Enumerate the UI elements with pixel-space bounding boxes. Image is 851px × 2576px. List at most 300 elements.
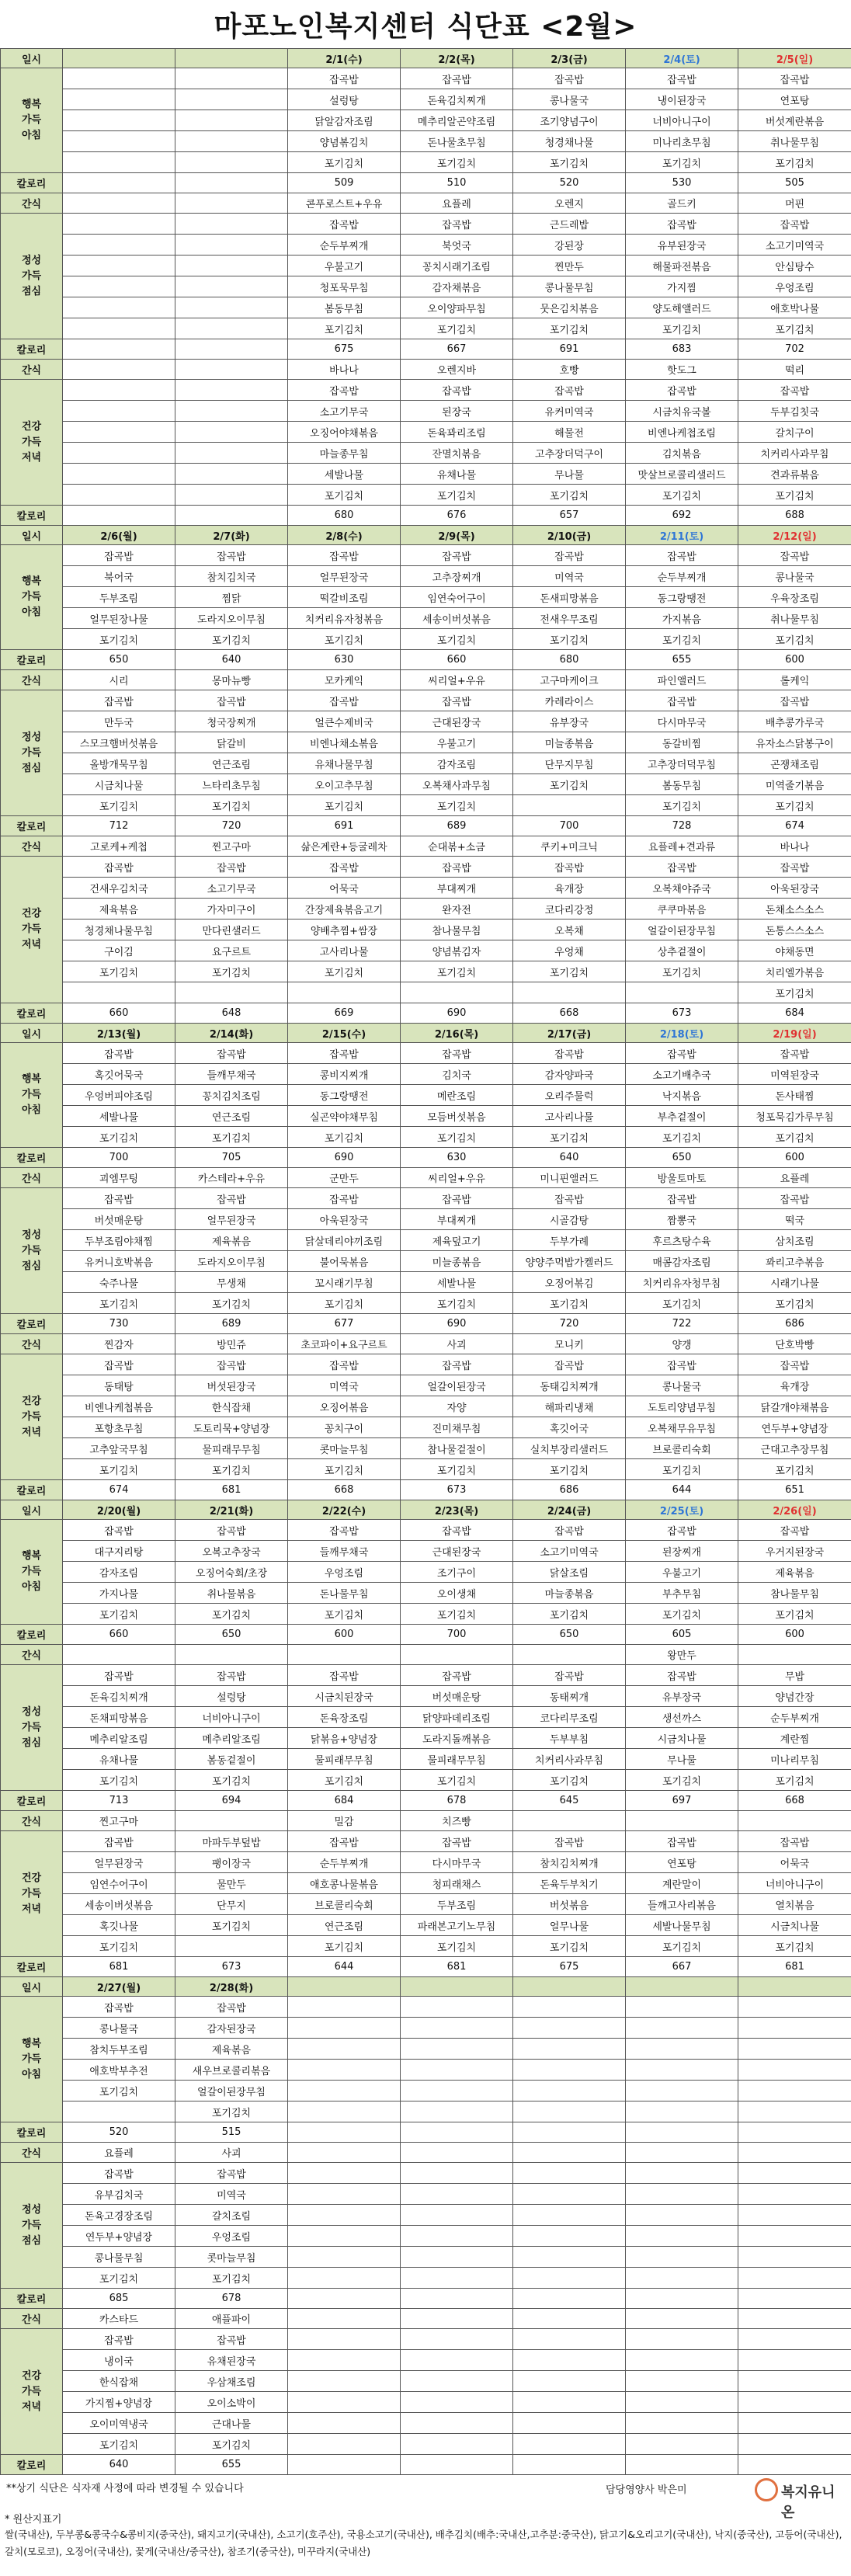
- menu-item: 꽈리고추볶음: [738, 1251, 851, 1272]
- breakfast-row: [1, 110, 851, 131]
- menu-item: 잡곡밥: [626, 214, 738, 235]
- menu-item: 포기김치: [738, 1770, 851, 1791]
- calorie-label: 칼로리: [1, 816, 63, 836]
- menu-item: 잡곡밥: [513, 1354, 626, 1375]
- calorie-label: 칼로리: [1, 1791, 63, 1811]
- calorie-cell: 505: [738, 173, 851, 193]
- breakfast-label: [1, 545, 63, 650]
- lunch-row: [1, 235, 851, 256]
- snack-cell: 애플파이: [175, 2309, 288, 2329]
- calorie-cell: 692: [626, 506, 738, 526]
- menu-item: 포기김치: [513, 1459, 626, 1480]
- menu-item: 잡곡밥: [288, 1354, 401, 1375]
- snack-cell: [513, 1811, 626, 1831]
- snack-cell: [175, 193, 288, 214]
- menu-item: 찐만두: [513, 256, 626, 276]
- calorie-cell: 600: [288, 1625, 401, 1645]
- menu-item: 잡곡밥: [401, 380, 513, 401]
- menu-item: 얼무된장국: [288, 566, 401, 587]
- menu-item: [513, 2350, 626, 2371]
- breakfast-label-line: 가득: [1, 2052, 62, 2067]
- menu-item: 연두부+양념장: [63, 2226, 175, 2247]
- menu-item: 떡갈비조림: [288, 587, 401, 608]
- origin-title: * 원산지표기: [5, 2511, 61, 2526]
- menu-item: 느타리초무침: [175, 774, 288, 795]
- logo-mark-icon: [755, 2478, 778, 2501]
- calorie-row: [1, 339, 851, 360]
- dinner-label-line: 저녁: [1, 2400, 62, 2415]
- menu-item: 갈치조림: [175, 2205, 288, 2226]
- lunch-row: [1, 2226, 851, 2247]
- menu-item: 포기김치: [175, 1293, 288, 1314]
- menu-item: 치커리사과무침: [738, 443, 851, 464]
- menu-item: 버섯매운탕: [63, 1209, 175, 1230]
- menu-item: 순두부찌개: [626, 566, 738, 587]
- menu-item: 포기김치: [63, 2268, 175, 2289]
- menu-item: [738, 2413, 851, 2434]
- menu-item: [513, 2163, 626, 2184]
- breakfast-row: [1, 89, 851, 110]
- menu-item: 포기김치: [513, 961, 626, 982]
- menu-item: 올방개묵무침: [63, 753, 175, 774]
- menu-item: 잡곡밥: [738, 1188, 851, 1209]
- snack-label: 간식: [1, 1168, 63, 1188]
- menu-item: 육개장: [738, 1375, 851, 1396]
- menu-item: 무생채: [175, 1272, 288, 1293]
- snack-cell: [288, 1645, 401, 1665]
- lunch-row: [1, 1770, 851, 1791]
- lunch-row: [1, 774, 851, 795]
- dinner-label: [1, 1831, 63, 1957]
- breakfast-row: [1, 131, 851, 152]
- menu-item: 포기김치: [401, 795, 513, 816]
- menu-item: 꽁치구이: [288, 1417, 401, 1438]
- snack-cell: [63, 360, 175, 380]
- menu-item: 콩나물국: [738, 566, 851, 587]
- breakfast-row: [1, 152, 851, 173]
- menu-table-wrap: [0, 48, 851, 2475]
- menu-item: [626, 2434, 738, 2455]
- menu-item: [738, 2060, 851, 2081]
- menu-item: 돈채피망볶음: [63, 1707, 175, 1728]
- calorie-cell: 673: [626, 1003, 738, 1024]
- calorie-cell: [63, 506, 175, 526]
- calorie-cell: 722: [626, 1314, 738, 1334]
- menu-item: 애호박나물: [738, 297, 851, 318]
- lunch-label-line: 점심: [1, 1259, 62, 1274]
- menu-item: 두부부침: [513, 1728, 626, 1749]
- breakfast-label-line: 행복: [1, 1072, 62, 1087]
- snack-cell: [738, 2143, 851, 2163]
- menu-item: [513, 2060, 626, 2081]
- dinner-row: [1, 422, 851, 443]
- breakfast-row: [1, 545, 851, 566]
- dinner-label-line: 건강: [1, 2369, 62, 2384]
- snack-row: [1, 193, 851, 214]
- menu-item: [401, 2205, 513, 2226]
- calorie-cell: 630: [288, 650, 401, 670]
- menu-item: [738, 2081, 851, 2101]
- snack-cell: 오렌지: [513, 193, 626, 214]
- snack-cell: [626, 2143, 738, 2163]
- menu-item: 순두부찌개: [288, 1852, 401, 1873]
- date-cell: [626, 1977, 738, 1997]
- menu-item: 소고기배추국: [626, 1064, 738, 1085]
- menu-item: 돈채소스소스: [738, 899, 851, 920]
- menu-item: 잡곡밥: [626, 1354, 738, 1375]
- menu-item: 미늘종볶음: [401, 1251, 513, 1272]
- menu-item: 청포묵김가루무침: [738, 1106, 851, 1127]
- menu-item: 시금치나물: [738, 1915, 851, 1936]
- menu-item: 오이양파무침: [401, 297, 513, 318]
- menu-item: 소고기무국: [175, 878, 288, 899]
- calorie-label: 칼로리: [1, 339, 63, 360]
- menu-item: 버섯계란볶음: [738, 110, 851, 131]
- menu-item: 동그랑땡전: [626, 587, 738, 608]
- menu-item: 우엉조림: [738, 276, 851, 297]
- calorie-cell: [738, 2455, 851, 2475]
- menu-item: 부추무침: [626, 1583, 738, 1604]
- menu-item: 잡곡밥: [175, 857, 288, 878]
- menu-item: 포기김치: [401, 961, 513, 982]
- menu-item: [63, 110, 175, 131]
- menu-item: 포기김치: [175, 1127, 288, 1148]
- menu-item: [288, 2039, 401, 2060]
- menu-item: [401, 2434, 513, 2455]
- menu-item: [626, 2018, 738, 2039]
- date-label: 일시: [1, 1977, 63, 1997]
- menu-item: [175, 152, 288, 173]
- dinner-row: [1, 857, 851, 878]
- menu-item: 미역국: [513, 566, 626, 587]
- date-cell: 2/14(화): [175, 1024, 288, 1043]
- calorie-row: [1, 650, 851, 670]
- menu-item: 잡곡밥: [738, 1354, 851, 1375]
- dinner-row: [1, 1831, 851, 1852]
- menu-item: 포기김치: [175, 2268, 288, 2289]
- menu-item: [401, 2413, 513, 2434]
- menu-item: [513, 2392, 626, 2413]
- menu-item: 무나물: [513, 464, 626, 485]
- calorie-cell: 688: [738, 506, 851, 526]
- menu-item: 잡곡밥: [513, 380, 626, 401]
- menu-item: [626, 982, 738, 1003]
- calorie-cell: 702: [738, 339, 851, 360]
- calorie-cell: 668: [513, 1003, 626, 1024]
- menu-item: 우육장조림: [738, 587, 851, 608]
- menu-item: 아욱된장국: [288, 1209, 401, 1230]
- menu-item: 감자조림: [63, 1562, 175, 1583]
- menu-item: [175, 235, 288, 256]
- menu-item: 포기김치: [63, 2434, 175, 2455]
- menu-item: 코다리무조림: [513, 1707, 626, 1728]
- breakfast-label-line: 가득: [1, 1564, 62, 1580]
- menu-item: 가자미구이: [175, 899, 288, 920]
- menu-item: 잡곡밥: [738, 1831, 851, 1852]
- date-cell: 2/1(수): [288, 49, 401, 68]
- menu-item: 잡곡밥: [175, 2329, 288, 2350]
- menu-item: 물피래무무침: [288, 1749, 401, 1770]
- snack-cell: 삶은계란+등굴레차: [288, 836, 401, 857]
- menu-item: 잡곡밥: [401, 1188, 513, 1209]
- menu-item: 오이미역냉국: [63, 2413, 175, 2434]
- week-block: [1, 49, 851, 526]
- menu-item: [63, 982, 175, 1003]
- menu-item: 닭갈개야채볶음: [738, 1396, 851, 1417]
- menu-item: [626, 2350, 738, 2371]
- menu-item: 세발나물: [401, 1272, 513, 1293]
- calorie-cell: 684: [288, 1791, 401, 1811]
- date-cell: 2/7(화): [175, 526, 288, 545]
- calorie-cell: 600: [738, 1148, 851, 1168]
- menu-item: 제육덮고기: [401, 1230, 513, 1251]
- calorie-cell: 660: [401, 650, 513, 670]
- lunch-row: [1, 1251, 851, 1272]
- menu-item: 꼬시래기무침: [288, 1272, 401, 1293]
- menu-item: 견과류볶음: [738, 464, 851, 485]
- menu-item: [175, 89, 288, 110]
- lunch-row: [1, 297, 851, 318]
- date-cell: 2/4(토): [626, 49, 738, 68]
- snack-label: 간식: [1, 2143, 63, 2163]
- snack-cell: 모니키: [513, 1334, 626, 1354]
- menu-item: 세송이버섯볶음: [63, 1894, 175, 1915]
- menu-item: 돈육두부치기: [513, 1873, 626, 1894]
- menu-item: 잡곡밥: [513, 545, 626, 566]
- menu-item: 참치김치찌개: [513, 1852, 626, 1873]
- menu-item: [288, 2350, 401, 2371]
- calorie-cell: 648: [175, 1003, 288, 1024]
- snack-cell: [626, 2309, 738, 2329]
- menu-item: 잡곡밥: [63, 1520, 175, 1541]
- menu-item: 포기김치: [626, 961, 738, 982]
- menu-item: 유자소스닭봉구이: [738, 732, 851, 753]
- menu-item: 두부조림: [63, 587, 175, 608]
- menu-item: [63, 443, 175, 464]
- snack-cell: 방민쥬: [175, 1334, 288, 1354]
- menu-item: 포기김치: [626, 1459, 738, 1480]
- menu-item: 콧마늘무침: [288, 1438, 401, 1459]
- menu-item: 물피래무무침: [175, 1438, 288, 1459]
- menu-item: 비엔나케첩조림: [626, 422, 738, 443]
- menu-item: [63, 318, 175, 339]
- menu-item: 잡곡밥: [175, 1043, 288, 1064]
- snack-row: [1, 2143, 851, 2163]
- menu-item: 포기김치: [513, 1770, 626, 1791]
- lunch-row: [1, 753, 851, 774]
- calorie-row: [1, 2289, 851, 2309]
- menu-item: 마늘종무침: [288, 443, 401, 464]
- menu-item: 메추리알조림: [175, 1728, 288, 1749]
- menu-item: 포기김치: [626, 1770, 738, 1791]
- menu-item: 포기김치: [401, 1770, 513, 1791]
- menu-item: 포기김치: [626, 1127, 738, 1148]
- menu-item: 생선까스: [626, 1707, 738, 1728]
- breakfast-row: [1, 1085, 851, 1106]
- menu-item: 한식잡채: [175, 1396, 288, 1417]
- menu-item: 해파리냉채: [513, 1396, 626, 1417]
- menu-item: 설렁탕: [175, 1686, 288, 1707]
- menu-item: 포기김치: [63, 795, 175, 816]
- menu-item: 오리주물럭: [513, 1085, 626, 1106]
- calorie-row: [1, 1625, 851, 1645]
- calorie-cell: 650: [63, 650, 175, 670]
- menu-item: 포기김치: [175, 1915, 288, 1936]
- menu-item: 콩비지찌개: [288, 1064, 401, 1085]
- menu-item: [626, 2184, 738, 2205]
- menu-item: 포기김치: [738, 1127, 851, 1148]
- menu-item: [63, 89, 175, 110]
- menu-item: 시래기나물: [738, 1272, 851, 1293]
- menu-item: 잡곡밥: [401, 1831, 513, 1852]
- dinner-row: [1, 401, 851, 422]
- menu-item: 잡곡밥: [288, 545, 401, 566]
- menu-item: 포기김치: [175, 1604, 288, 1625]
- menu-item: 잡곡밥: [175, 1354, 288, 1375]
- menu-item: 잡곡밥: [288, 690, 401, 711]
- menu-item: [401, 2350, 513, 2371]
- lunch-label-line: 정성: [1, 1228, 62, 1243]
- menu-item: 잡곡밥: [738, 380, 851, 401]
- date-cell: 2/6(월): [63, 526, 175, 545]
- menu-item: 무밥: [738, 1665, 851, 1686]
- menu-item: 두부조림야채찜: [63, 1230, 175, 1251]
- snack-row: [1, 2309, 851, 2329]
- date-cell: [401, 1977, 513, 1997]
- calorie-cell: 730: [63, 1314, 175, 1334]
- menu-item: 잡곡밥: [401, 1520, 513, 1541]
- menu-item: 오복채무유무침: [626, 1417, 738, 1438]
- menu-item: 두부가례: [513, 1230, 626, 1251]
- menu-item: 잡곡밥: [401, 214, 513, 235]
- snack-cell: 양갱: [626, 1334, 738, 1354]
- menu-item: 잔멸치볶음: [401, 443, 513, 464]
- menu-item: 닭갈비: [175, 732, 288, 753]
- menu-item: 잡곡밥: [626, 1831, 738, 1852]
- calorie-cell: 660: [63, 1003, 175, 1024]
- menu-item: 근대된장국: [401, 1541, 513, 1562]
- menu-item: 배추콩가루국: [738, 711, 851, 732]
- lunch-label-line: 정성: [1, 1705, 62, 1720]
- lunch-row: [1, 795, 851, 816]
- dinner-row: [1, 380, 851, 401]
- menu-item: 잡곡밥: [175, 1997, 288, 2018]
- calorie-cell: [513, 2289, 626, 2309]
- calorie-cell: [288, 2455, 401, 2475]
- menu-item: [63, 2101, 175, 2122]
- menu-item: 열치볶음: [738, 1894, 851, 1915]
- menu-item: 취나물무침: [738, 608, 851, 629]
- menu-item: [175, 276, 288, 297]
- menu-item: [288, 2434, 401, 2455]
- menu-item: 설렁탕: [288, 89, 401, 110]
- menu-item: 오징어볶김: [513, 1272, 626, 1293]
- menu-item: [513, 2018, 626, 2039]
- calorie-cell: 720: [513, 1314, 626, 1334]
- lunch-row: [1, 318, 851, 339]
- dinner-label-line: 가득: [1, 2384, 62, 2400]
- menu-item: 포기김치: [288, 795, 401, 816]
- menu-item: 혹깃어국: [513, 1417, 626, 1438]
- snack-cell: 오렌지바: [401, 360, 513, 380]
- date-cell: [63, 49, 175, 68]
- menu-item: 포기김치: [626, 1604, 738, 1625]
- menu-item: 포기김치: [288, 1936, 401, 1957]
- breakfast-label: [1, 68, 63, 173]
- menu-item: [288, 2413, 401, 2434]
- calorie-cell: 510: [401, 173, 513, 193]
- menu-item: [513, 1997, 626, 2018]
- snack-cell: 골드키: [626, 193, 738, 214]
- menu-item: 잡곡밥: [626, 545, 738, 566]
- snack-cell: 쿠키+미크닉: [513, 836, 626, 857]
- origin-text: 쌀(국내산), 두부콩&콩국수&콩비지(중국산), 돼지고기(국내산), 소고기(호주산), 국용소고기(국내산), 배추김치(배추:국내산,고추분:중국산), 닭고기&오리고기(국내산), 낙지(중국산), 고등어(국내산), 갈치(모로코), 오징어(국내산), 꽃게(국내산/중국산), 참조기(중국산), 미꾸라지(국내산): [5, 2526, 843, 2560]
- menu-item: 돈통스스소스: [738, 920, 851, 940]
- snack-cell: 몽마뉴빵: [175, 670, 288, 690]
- snack-row: [1, 836, 851, 857]
- menu-item: 치리엘가볶음: [738, 961, 851, 982]
- menu-item: 감자조림: [401, 753, 513, 774]
- menu-item: 잡곡밥: [401, 857, 513, 878]
- menu-item: 포기김치: [738, 152, 851, 173]
- menu-item: 제육볶음: [175, 2039, 288, 2060]
- menu-item: 단무지: [175, 1894, 288, 1915]
- snack-cell: [63, 193, 175, 214]
- snack-label: 간식: [1, 1334, 63, 1354]
- menu-item: 콩나물국: [626, 1375, 738, 1396]
- dinner-row: [1, 1438, 851, 1459]
- snack-cell: [401, 2309, 513, 2329]
- menu-item: 콩나물국: [513, 89, 626, 110]
- menu-item: [513, 2081, 626, 2101]
- menu-item: 다시마무국: [626, 711, 738, 732]
- menu-item: 미나리무침: [738, 1749, 851, 1770]
- menu-item: 파래본고기노무침: [401, 1915, 513, 1936]
- calorie-row: [1, 1314, 851, 1334]
- calorie-cell: 677: [288, 1314, 401, 1334]
- lunch-label-line: 점심: [1, 761, 62, 777]
- calorie-cell: 650: [626, 1148, 738, 1168]
- lunch-row: [1, 2184, 851, 2205]
- menu-item: 연근조림: [175, 753, 288, 774]
- calorie-cell: 600: [738, 650, 851, 670]
- menu-item: 우엉조림: [288, 1562, 401, 1583]
- menu-item: 두부조림: [401, 1894, 513, 1915]
- menu-item: 애호박부추전: [63, 2060, 175, 2081]
- menu-item: 고사리나물: [288, 940, 401, 961]
- snack-cell: [626, 1811, 738, 1831]
- dinner-label-line: 저녁: [1, 450, 62, 466]
- menu-item: 소고기무국: [288, 401, 401, 422]
- dinner-label: [1, 1354, 63, 1480]
- menu-item: 우불고기: [626, 1562, 738, 1583]
- calorie-cell: 674: [63, 1480, 175, 1500]
- calorie-cell: 689: [401, 816, 513, 836]
- breakfast-row: [1, 1520, 851, 1541]
- menu-item: 제육볶음: [738, 1562, 851, 1583]
- menu-item: 비엔나케첩볶음: [63, 1396, 175, 1417]
- menu-item: 매콤감자조림: [626, 1251, 738, 1272]
- menu-item: 오이고추무침: [288, 774, 401, 795]
- menu-item: 오이생채: [401, 1583, 513, 1604]
- menu-item: 닭살데리야끼조림: [288, 1230, 401, 1251]
- lunch-row: [1, 276, 851, 297]
- calorie-cell: 728: [626, 816, 738, 836]
- menu-item: 가지찜: [626, 276, 738, 297]
- menu-item: 얼무나물: [513, 1915, 626, 1936]
- menu-item: 잡곡밥: [513, 1520, 626, 1541]
- snack-label: 간식: [1, 193, 63, 214]
